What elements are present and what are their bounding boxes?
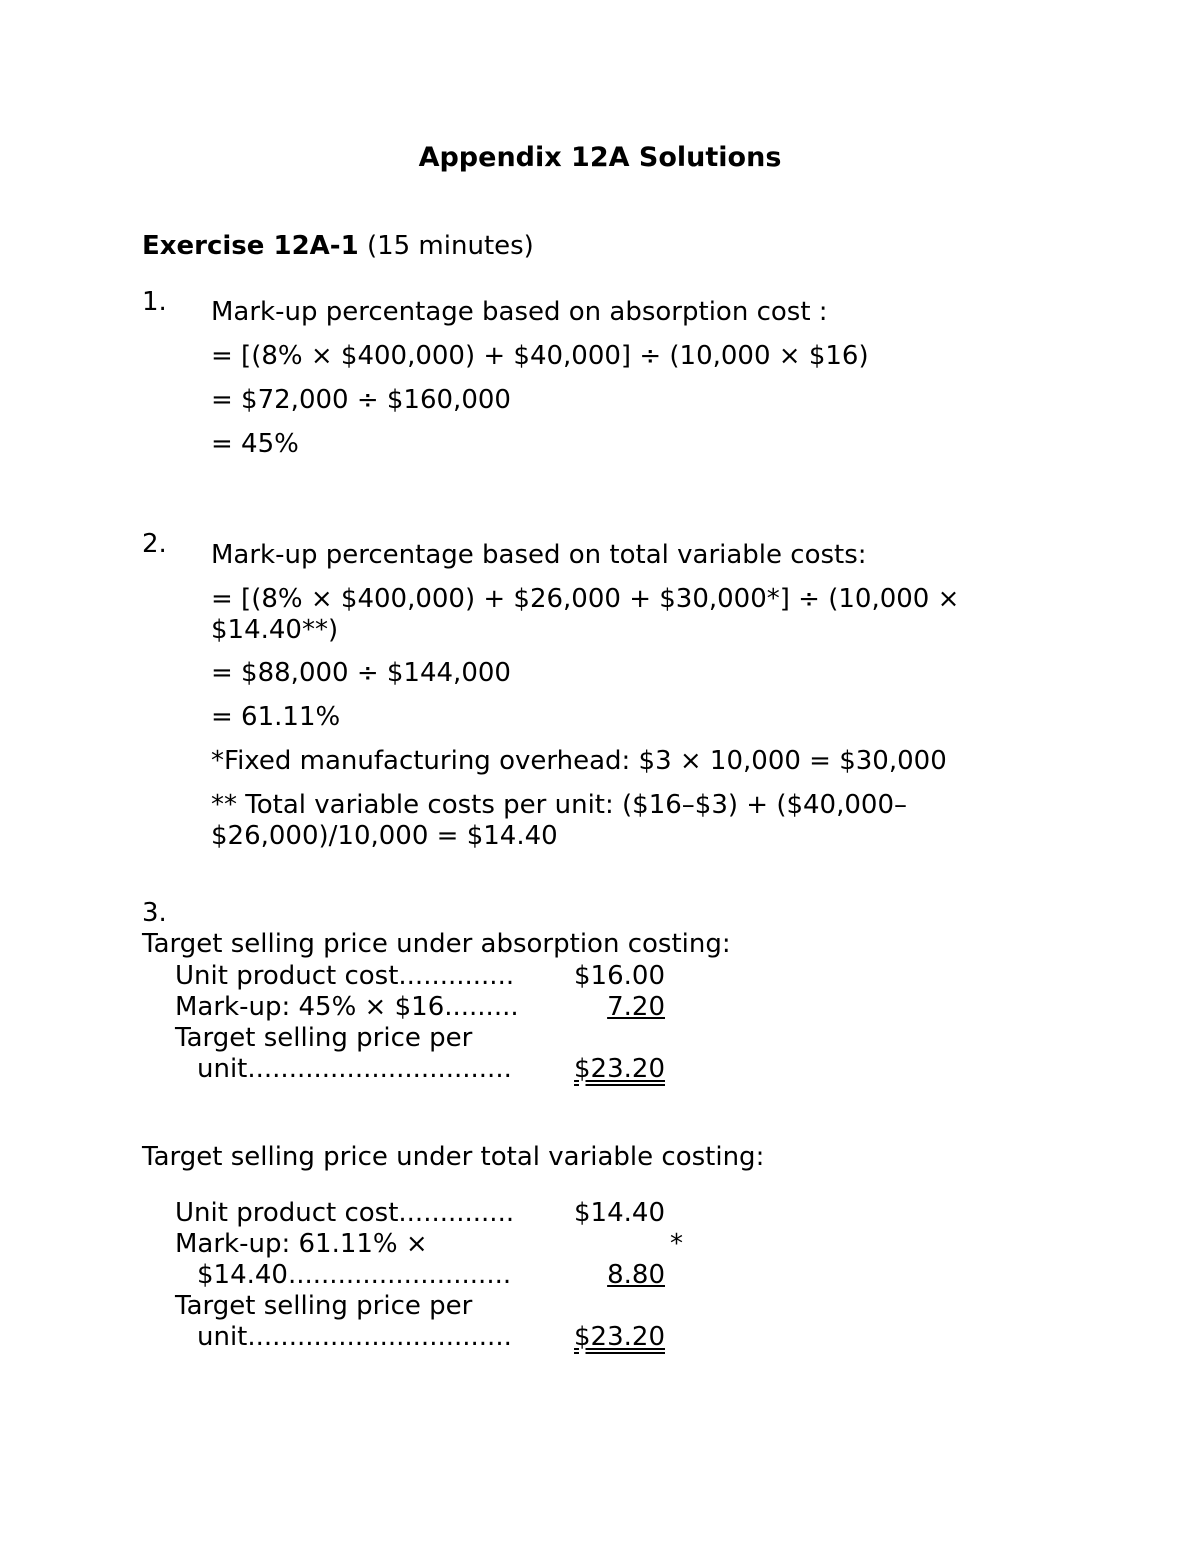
part2-line-1: = $88,000 ÷ $144,000 bbox=[211, 658, 511, 688]
part3-number: 3. bbox=[142, 898, 167, 928]
part2-number: 2. bbox=[142, 529, 167, 559]
variable-unit-cost-label: Unit product cost.............. bbox=[175, 1198, 515, 1228]
absorption-target-label-line-1: Target selling price per bbox=[175, 1023, 473, 1053]
absorption-unit-cost-label: Unit product cost.............. bbox=[175, 961, 515, 991]
part1-line-1: = [(8% × $400,000) + $40,000] ÷ (10,000 × $16) bbox=[211, 341, 869, 371]
absorption-markup-label: Mark-up: 45% × $16......... bbox=[175, 992, 519, 1022]
absorption-markup-value: 7.20 bbox=[607, 992, 665, 1022]
variable-heading: Target selling price under total variable costing: bbox=[142, 1142, 765, 1172]
variable-markup-label-line-1: Mark-up: 61.11% × bbox=[175, 1229, 428, 1259]
part1-line-2: = $72,000 ÷ $160,000 bbox=[211, 385, 511, 415]
variable-target-label-line-2: unit................................ bbox=[197, 1322, 512, 1352]
exercise-duration: (15 minutes) bbox=[366, 231, 534, 261]
exercise-heading bbox=[142, 233, 534, 259]
variable-target-value: $23.20 bbox=[574, 1322, 665, 1352]
variable-markup-value: 8.80 bbox=[607, 1260, 665, 1290]
absorption-target-value: $23.20 bbox=[574, 1054, 665, 1084]
part1-heading: Mark-up percentage based on absorption cost : bbox=[211, 297, 828, 327]
absorption-heading: Target selling price under absorption costing: bbox=[142, 929, 731, 959]
variable-markup-label-line-2: $14.40........................... bbox=[197, 1260, 512, 1290]
variable-unit-cost-value: $14.40 bbox=[574, 1198, 665, 1228]
part2-heading: Mark-up percentage based on total variable costs: bbox=[211, 540, 867, 570]
part2-formula-line-2: $14.40**) bbox=[211, 615, 339, 645]
part2-note-variable-line-1: ** Total variable costs per unit: ($16–$3) + ($40,000– bbox=[211, 790, 907, 820]
absorption-unit-cost-value: $16.00 bbox=[574, 961, 665, 991]
variable-markup-asterisk: * bbox=[670, 1229, 683, 1259]
part2-note-variable-line-2: $26,000)/10,000 = $14.40 bbox=[211, 821, 558, 851]
variable-target-label-line-1: Target selling price per bbox=[175, 1291, 473, 1321]
part1-number: 1. bbox=[142, 287, 167, 317]
page-title: Appendix 12A Solutions bbox=[418, 142, 782, 173]
exercise-name: Exercise 12A-1 bbox=[142, 231, 359, 261]
part2-line-2: = 61.11% bbox=[211, 702, 341, 732]
part2-formula-line-1: = [(8% × $400,000) + $26,000 + $30,000*] ÷ (10,000 × bbox=[211, 584, 960, 614]
part1-line-3: = 45% bbox=[211, 429, 299, 459]
part2-note-fixed-overhead: *Fixed manufacturing overhead: $3 × 10,000 = $30,000 bbox=[211, 746, 947, 776]
absorption-target-label-line-2: unit................................ bbox=[197, 1054, 512, 1084]
